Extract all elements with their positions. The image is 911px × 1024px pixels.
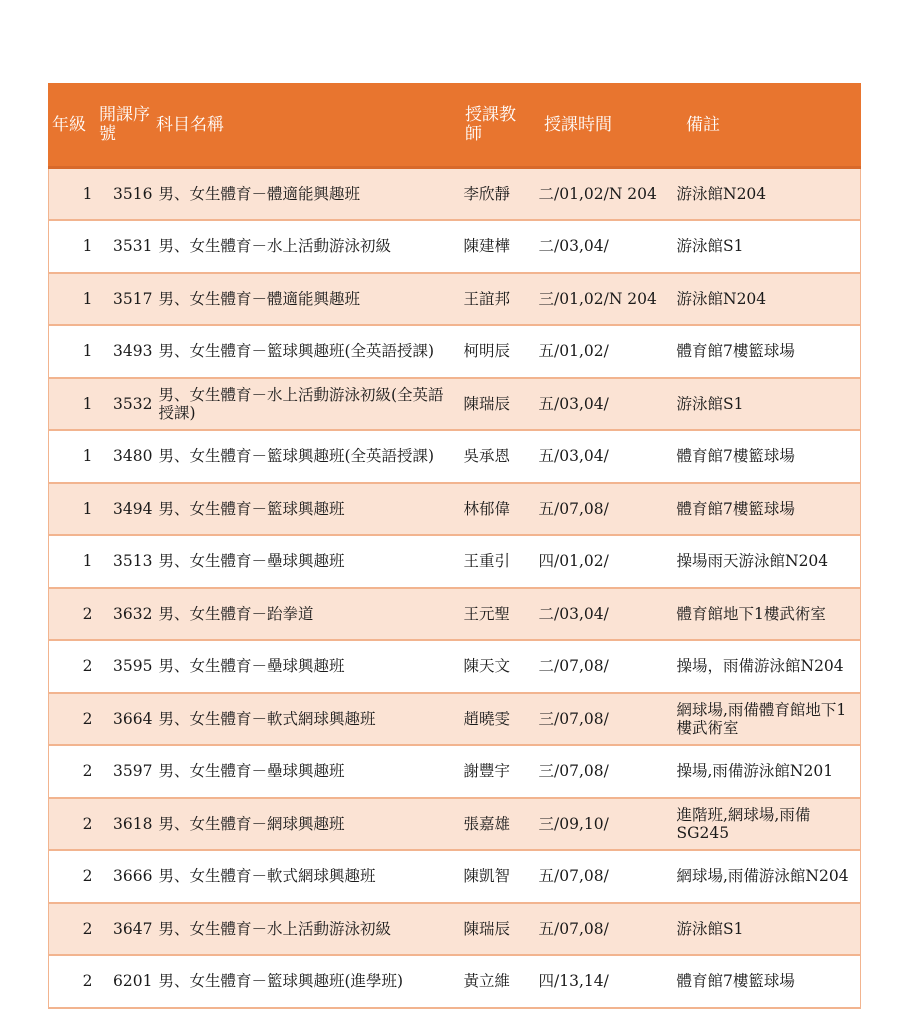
cell-grade: 2 — [49, 693, 96, 746]
cell-time: 五/07,08/ — [536, 850, 674, 903]
cell-teacher: 陳建樺 — [461, 220, 536, 273]
cell-grade: 1 — [49, 220, 96, 273]
table-row — [49, 850, 861, 903]
cell-note: 網球場,雨備體育館地下1樓武術室 — [674, 693, 861, 746]
header-seq: 開課序號 — [96, 84, 156, 168]
cell-note: 游泳館S1 — [674, 903, 861, 956]
cell-note: 體育館7樓籃球場 — [674, 325, 861, 378]
cell-course-name: 男、女生體育－跆拳道 — [156, 588, 461, 641]
cell-time: 四/01,02/ — [536, 535, 674, 588]
cell-teacher: 王誼邦 — [461, 273, 536, 326]
table-row — [49, 220, 861, 273]
table-row — [49, 483, 861, 536]
table-row — [49, 325, 861, 378]
cell-note: 游泳館N204 — [674, 168, 861, 221]
cell-time: 二/07,08/ — [536, 640, 674, 693]
cell-course-name: 男、女生體育－籃球興趣班 — [156, 483, 461, 536]
cell-teacher: 陳瑞辰 — [461, 903, 536, 956]
table-row — [49, 693, 861, 746]
cell-note: 體育館地下1樓武術室 — [674, 588, 861, 641]
cell-seq: 3595 — [96, 640, 156, 693]
header-time: 授課時間 — [536, 84, 674, 168]
cell-teacher: 柯明辰 — [461, 325, 536, 378]
cell-note: 進階班,網球場,雨備SG245 — [674, 798, 861, 851]
course-table — [48, 83, 861, 1009]
cell-time: 二/01,02/N 204 — [536, 168, 674, 221]
cell-course-name: 男、女生體育－網球興趣班 — [156, 798, 461, 851]
cell-seq: 3531 — [96, 220, 156, 273]
cell-seq: 3493 — [96, 325, 156, 378]
cell-note: 體育館7樓籃球場 — [674, 483, 861, 536]
cell-note: 網球場,雨備游泳館N204 — [674, 850, 861, 903]
cell-course-name: 男、女生體育－壘球興趣班 — [156, 745, 461, 798]
cell-grade: 1 — [49, 378, 96, 431]
cell-time: 五/03,04/ — [536, 378, 674, 431]
cell-grade: 2 — [49, 798, 96, 851]
cell-course-name: 男、女生體育－籃球興趣班(進學班) — [156, 955, 461, 1008]
cell-seq: 3647 — [96, 903, 156, 956]
table-body — [49, 168, 861, 1008]
cell-time: 四/13,14/ — [536, 955, 674, 1008]
cell-note: 游泳館S1 — [674, 220, 861, 273]
cell-time: 五/07,08/ — [536, 903, 674, 956]
cell-course-name: 男、女生體育－水上活動游泳初級 — [156, 220, 461, 273]
cell-seq: 3666 — [96, 850, 156, 903]
cell-teacher: 陳瑞辰 — [461, 378, 536, 431]
cell-note: 游泳館S1 — [674, 378, 861, 431]
cell-teacher: 王重引 — [461, 535, 536, 588]
header-name: 科目名稱 — [156, 84, 461, 168]
cell-teacher: 王元聖 — [461, 588, 536, 641]
cell-seq: 3494 — [96, 483, 156, 536]
cell-time: 三/09,10/ — [536, 798, 674, 851]
cell-note: 體育館7樓籃球場 — [674, 430, 861, 483]
cell-time: 五/03,04/ — [536, 430, 674, 483]
cell-teacher: 陳凱智 — [461, 850, 536, 903]
cell-time: 二/03,04/ — [536, 588, 674, 641]
cell-time: 三/07,08/ — [536, 745, 674, 798]
header-row — [49, 84, 861, 168]
cell-time: 五/07,08/ — [536, 483, 674, 536]
table-row — [49, 588, 861, 641]
cell-teacher: 陳天文 — [461, 640, 536, 693]
cell-grade: 1 — [49, 535, 96, 588]
cell-grade: 2 — [49, 745, 96, 798]
cell-time: 二/03,04/ — [536, 220, 674, 273]
cell-note: 游泳館N204 — [674, 273, 861, 326]
cell-course-name: 男、女生體育－水上活動游泳初級(全英語授課) — [156, 378, 461, 431]
cell-seq: 3664 — [96, 693, 156, 746]
cell-seq: 3480 — [96, 430, 156, 483]
table-row — [49, 955, 861, 1008]
cell-teacher: 張嘉雄 — [461, 798, 536, 851]
cell-course-name: 男、女生體育－軟式網球興趣班 — [156, 693, 461, 746]
cell-course-name: 男、女生體育－軟式網球興趣班 — [156, 850, 461, 903]
cell-course-name: 男、女生體育－籃球興趣班(全英語授課) — [156, 325, 461, 378]
cell-seq: 3532 — [96, 378, 156, 431]
cell-course-name: 男、女生體育－水上活動游泳初級 — [156, 903, 461, 956]
cell-course-name: 男、女生體育－壘球興趣班 — [156, 535, 461, 588]
table-header — [49, 84, 861, 168]
cell-teacher: 趙曉雯 — [461, 693, 536, 746]
cell-grade: 1 — [49, 430, 96, 483]
table-row — [49, 535, 861, 588]
cell-grade: 2 — [49, 955, 96, 1008]
cell-seq: 3516 — [96, 168, 156, 221]
table-row — [49, 168, 861, 221]
cell-course-name: 男、女生體育－體適能興趣班 — [156, 273, 461, 326]
cell-note: 體育館7樓籃球場 — [674, 955, 861, 1008]
cell-grade: 2 — [49, 588, 96, 641]
header-grade: 年級 — [49, 84, 96, 168]
cell-teacher: 林郁偉 — [461, 483, 536, 536]
cell-seq: 6201 — [96, 955, 156, 1008]
cell-seq: 3513 — [96, 535, 156, 588]
cell-seq: 3517 — [96, 273, 156, 326]
cell-seq: 3597 — [96, 745, 156, 798]
cell-course-name: 男、女生體育－體適能興趣班 — [156, 168, 461, 221]
cell-seq: 3632 — [96, 588, 156, 641]
table-row — [49, 273, 861, 326]
table-row — [49, 798, 861, 851]
table-row — [49, 745, 861, 798]
cell-teacher: 李欣靜 — [461, 168, 536, 221]
table-row — [49, 430, 861, 483]
header-teacher: 授課教師 — [461, 84, 536, 168]
table-row — [49, 640, 861, 693]
cell-teacher: 吳承恩 — [461, 430, 536, 483]
cell-teacher: 黃立維 — [461, 955, 536, 1008]
cell-seq: 3618 — [96, 798, 156, 851]
cell-grade: 1 — [49, 273, 96, 326]
table-row — [49, 378, 861, 431]
cell-note: 操場，雨備游泳館N204 — [674, 640, 861, 693]
cell-teacher: 謝豐宇 — [461, 745, 536, 798]
cell-time: 三/01,02/N 204 — [536, 273, 674, 326]
cell-course-name: 男、女生體育－壘球興趣班 — [156, 640, 461, 693]
cell-time: 五/01,02/ — [536, 325, 674, 378]
cell-grade: 1 — [49, 483, 96, 536]
cell-grade: 2 — [49, 640, 96, 693]
header-note: 備註 — [674, 84, 861, 168]
table-row — [49, 903, 861, 956]
cell-grade: 1 — [49, 325, 96, 378]
cell-note: 操場,雨備游泳館N201 — [674, 745, 861, 798]
cell-grade: 2 — [49, 903, 96, 956]
cell-note: 操場雨天游泳館N204 — [674, 535, 861, 588]
cell-grade: 1 — [49, 168, 96, 221]
cell-time: 三/07,08/ — [536, 693, 674, 746]
cell-course-name: 男、女生體育－籃球興趣班(全英語授課) — [156, 430, 461, 483]
cell-grade: 2 — [49, 850, 96, 903]
